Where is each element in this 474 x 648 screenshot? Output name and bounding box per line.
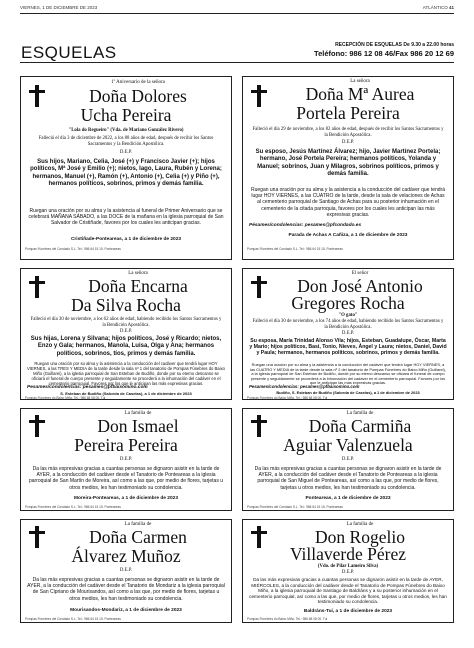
card-name-line2: Pereira Pereira [74, 435, 178, 455]
reception-hours: RECEPCIÓN DE ESQUELAS De 9.30 a 22.00 horas [335, 42, 454, 48]
card-dep: D.E.P. [341, 457, 355, 462]
card-name-line1: Doña Dolores [89, 86, 187, 106]
card-nickname: "Lola do Regueiro" (Vda. de Mariano González Rivero) [68, 128, 184, 133]
top-rule [20, 13, 454, 14]
obituary-card [20, 76, 232, 260]
card-name-line2: Da Silva Rocha [71, 295, 181, 315]
card-footer: Pompas Fúnebres do Baixo Miño. Tel.: 986 68 08 00. Tui [247, 396, 328, 400]
cross-icon [29, 526, 45, 548]
card-family: Sus hijos, Mariano, Celia, José (+) y Francisco Javier (+); hijos políticos, Mª José y Emilio (+); nietos, Iago, Laura, Rubén y Lorena; hermanos, Manuel (+), Ramón (+), Antonio (+), Celia (+) y Piño (+), hermanos políticos, sobrinos, primos y demás familia. [30, 159, 222, 187]
section-rule [20, 62, 454, 63]
card-family: Su esposo, Jesús Martínez Álvarez; hijo, Javier Martínez Portela; hermano, José Portela Pereira; hermanos políticos, Yolanda y Manuel; sobrinos, Juan y Milagros, sobrinos políticos, primos y demás familia. [255, 149, 441, 177]
card-email: Pesames/condolencias: pesames@pfbaixomino.com [249, 384, 360, 389]
card-body: Ruegan una oración por su alma y la asistencia a la conducción del cadáver que tendrá lugar HOY VIERNES, a las TRES Y MEDIA de la tarde desde la sala nº 1 del tanatorio de Pompas Fúnebres do Baixo Miño (Guillarei), a la iglesia parroquial de San Esteban de Budiño, donde por su eterno descanso se oficiará el funeral de cuerpo presente y seguidamente se procederá a la inhumación del cadáver en el cementerio parroquial. Favores por los que le anticipan las más expresivas gracias. [27, 361, 225, 386]
card-name-line2: Gregores Rocha [291, 293, 405, 313]
card-subtitle: La señora [350, 79, 370, 84]
card-name-line1: Doña Mª Aurea [305, 84, 415, 104]
card-family: Sus hijas, Lorena y Silvana; hijos políticos, José y Ricardo; nietos, Enzo y Gala; hermanos, Manola, Luisa, Olga y Ana; hermanos políticos, sobrinos, tíos, primos y demás familia. [30, 336, 222, 357]
reception-info [314, 42, 454, 58]
paper-name: ATLÁNTICO [422, 5, 448, 10]
card-dep: D.E.P. [119, 150, 133, 155]
card-subtitle: La familia de [124, 522, 152, 527]
card-name-line1: Don Rogelio [315, 527, 405, 547]
card-name-line1: Doña Carmen [89, 527, 187, 547]
card-name-line2: Álvarez Muñoz [71, 546, 181, 566]
card-death-text: Falleció el día 3 de diciembre de 2022, a los 88 años de edad, después de recibir los Santos Sacramentos y la Bendición Apostólica. [38, 136, 214, 147]
card-email: Pesames/condolencias: pesames@pfbaixomino.com [27, 385, 148, 390]
card-dep: D.E.P. [341, 331, 355, 336]
card-death-text: Falleció el día 29 de noviembre, a los 82 años de edad, después de recibir los Santos Sacramentos y la Bendición Apostólica. [252, 127, 444, 138]
date-line: VIERNES, 1 DE DICIEMBRE DE 2023 [20, 5, 98, 10]
obituary-card [20, 519, 232, 623]
card-name-line2: Aguiar Valenzuela [283, 435, 413, 455]
card-place: Cristiñade-Ponteareas, a 1 de diciembre de 2023 [70, 237, 182, 242]
card-footer: Pompas Fúnebres del Condado S.L. Tel.: 986 64 15 15. Ponteareas [25, 505, 121, 509]
card-email: Pésames/condolencias: pesames@pfcondado.es [249, 223, 362, 228]
card-dep: D.E.P. [119, 457, 133, 462]
card-dep: D.E.P. [119, 568, 133, 573]
card-place: Mourisandos-Mondariz, a 1 de diciembre de 2023 [70, 608, 182, 613]
cross-icon [29, 276, 45, 298]
card-subtitle: La familia de [346, 411, 374, 416]
cross-icon [29, 85, 45, 107]
card-subtitle: La señora [128, 271, 148, 276]
card-body: Da las más expresivas gracias a cuantas personas se dignaron asistir en la tarde de AYER, a la conducción del cadáver desde el Tanatorio de Ponteareas a la iglesia parroquial de San Miguel de Ponteareas, así como a las que, por medio de flores, tarjetas u otros medios, les han testimoniado su condolencia. [254, 466, 442, 491]
card-name-line1: Don Ismael [97, 416, 179, 436]
card-place: Parada de Achas A Cañiza, a 1 de diciembre de 2023 [288, 233, 408, 238]
obituary-card [242, 408, 454, 511]
card-name-line2: Villaverde Pérez [289, 544, 407, 564]
card-body: Ruegan una oración por su alma y la asistencia a la conducción del cadáver que tendrá lugar HOY VIERNES, a las CUATRO Y MEDIA de la tarde desde la sala nº 2 del tanatorio de Pompas Fúnebres do Baixo Miño (Guillarei), a la iglesia parroquial de San Esteban de Budiño, donde por su eterno descanso se oficiará el funeral de cuerpo presente y seguidamente se procederá a la inhumación del cadáver en el cementerio parroquial. Favores por los que le anticipan las más expresivas gracias. [250, 362, 446, 385]
page-top-line [20, 5, 454, 13]
obituary-card [242, 76, 454, 260]
card-place: Budiño, S. Esteban de Budiño (Salceda de Caselas), a 1 de diciembre de 2023 [276, 390, 420, 395]
card-body: Ruegan una oración por su alma y la asistencia a la conducción del cadáver que tendrá lugar HOY VIERNES, a las CUATRO de la tarde, desde la sala de velaciones de Achas al cementerio parroquial de Santiago de Achas para su posterior inhumación en el cementerio de la citada parroquia, favores por los cuales les anticipan las más expresivas gracias. [250, 187, 445, 218]
card-nickname: (Vdo. de Pilar Lameiro Silva) [317, 564, 379, 569]
card-footer: Pompas Fúnebres del Condado S.L. Tel.: 986 64 15 15. Ponteareas [247, 505, 343, 509]
card-body: Ruegan una oración por su alma y la asistencia al funeral de Primer Aniversario que se celebrará MAÑANA SÁBADO, a las DOCE de la mañana en la iglesia parroquial de San Salvador de Cristiñade, favores por los cuales les anticipan gracias. [28, 208, 224, 227]
cross-icon [29, 415, 45, 437]
card-name-line1: Doña Encarna [88, 276, 188, 296]
card-place: Baldráns-Tui, a 1 de diciembre de 2023 [303, 609, 393, 614]
card-body: Da las más expresivas gracias a cuantas personas se dignaron asistir en la tarde de AYER, MIÉRCOLES, a la conducción del cadáver desde el Tanatorio de Pompas Fúnebres do Baixo Miño, a la iglesia parroquial de Santiago de Baldráns y a su posterior inhumación en el cementerio parroquial, así como a las que, por medio de flores, tarjetas u otros medios, les han testimoniado su condolencia. [249, 577, 447, 605]
card-subtitle: El señor [351, 271, 369, 276]
obituary-card [242, 519, 454, 623]
card-family: Su esposa, María Trinidad Alonso Vila; hijos, Esteban, Guadalupe, Óscar, Marta y Mario; hijos políticos, Basi, Tonio, Nieves, Ángel y Laura; nietos, Daniel, David y Paula; hermanos, hermanos políticos, sobrinos, primos y demás familia. [249, 338, 447, 356]
card-death-text: Falleció el día 30 de noviembre, a los 62 años de edad, habiendo recibido los Santos Sacramentos y la Bendición Apostólica. [30, 317, 222, 328]
obituary-card [20, 408, 232, 511]
card-footer: Pompas Fúnebres do Baixo Miño. Tel.: 986 68 08 00. Tui [247, 617, 328, 621]
card-place: S. Esteban de Budiño (Salceda de Caselas), a 1 de diciembre de 2023 [60, 391, 192, 396]
reception-phone: Teléfono: 986 12 08 46/Fax 986 20 12 69 [314, 49, 454, 58]
obituary-card [20, 268, 232, 400]
card-dep: D.E.P. [341, 140, 355, 145]
cross-icon [251, 415, 267, 437]
card-name-line1: Doña Carmiña [308, 416, 412, 436]
card-footer: Pompas Fúnebres del Condado S.L. Tel.: 986 64 15 15. Ponteareas [247, 247, 343, 251]
card-name-line2: Ucha Pereira [80, 105, 172, 125]
card-subtitle: La familia de [346, 522, 374, 527]
card-name-line2: Portela Pereira [296, 103, 400, 123]
card-nickname: "O gato" [338, 313, 358, 318]
card-place: Ponteareas, a 1 de diciembre de 2023 [305, 496, 391, 501]
card-footer: Pompas Fúnebres do Baixo Miño. Tel.: 986 68 08 00. Tui [25, 396, 106, 400]
card-death-text: Falleció el día 30 de noviembre, a los 74 años de edad, habiendo recibido los Santos Sacramentos y la Bendición Apostólica. [252, 319, 444, 330]
card-subtitle: 1º Aniversario de la señora [111, 80, 165, 85]
obituary-card [242, 268, 454, 400]
page-number: 41 [448, 5, 454, 10]
card-subtitle: La familia de [124, 411, 152, 416]
card-dep: D.E.P. [119, 329, 133, 334]
card-place: Moreira-Ponteareas, a 1 de diciembre de 2023 [74, 496, 178, 501]
card-body: Da las más expresivas gracias a cuantas personas se dignaron asistir en la tarde de AYER, a la conducción del cadáver desde el Tanatorio de Mondariz a la iglesia parroquial de San Cipriano de Mourisandos, así como a las que, por medio de flores, tarjetas u otros medios, les han testimoniado su condolencia. [27, 577, 225, 602]
card-body: Da las más expresivas gracias a cuantas personas se dignaron asistir en la tarde de AYER, a la conducción del cadáver desde el Tanatorio de Ponteareas a la iglesia parroquial de San Martín de Moreira, así como a las que, por medio de flores, tarjetas u otros medios, les han testimoniado su condolencia. [29, 466, 223, 491]
card-dep: D.E.P. [341, 570, 355, 575]
card-footer: Pompas Fúnebres del Condado S.L. Tel.: 986 64 15 15. Ponteareas [25, 247, 121, 251]
section-title: ESQUELAS [21, 43, 117, 62]
card-footer: Pompas Fúnebres del Condado S.L. Tel.: 986 64 15 15. Ponteareas [25, 617, 121, 621]
card-name-line1: Don José Antonio [297, 276, 423, 296]
